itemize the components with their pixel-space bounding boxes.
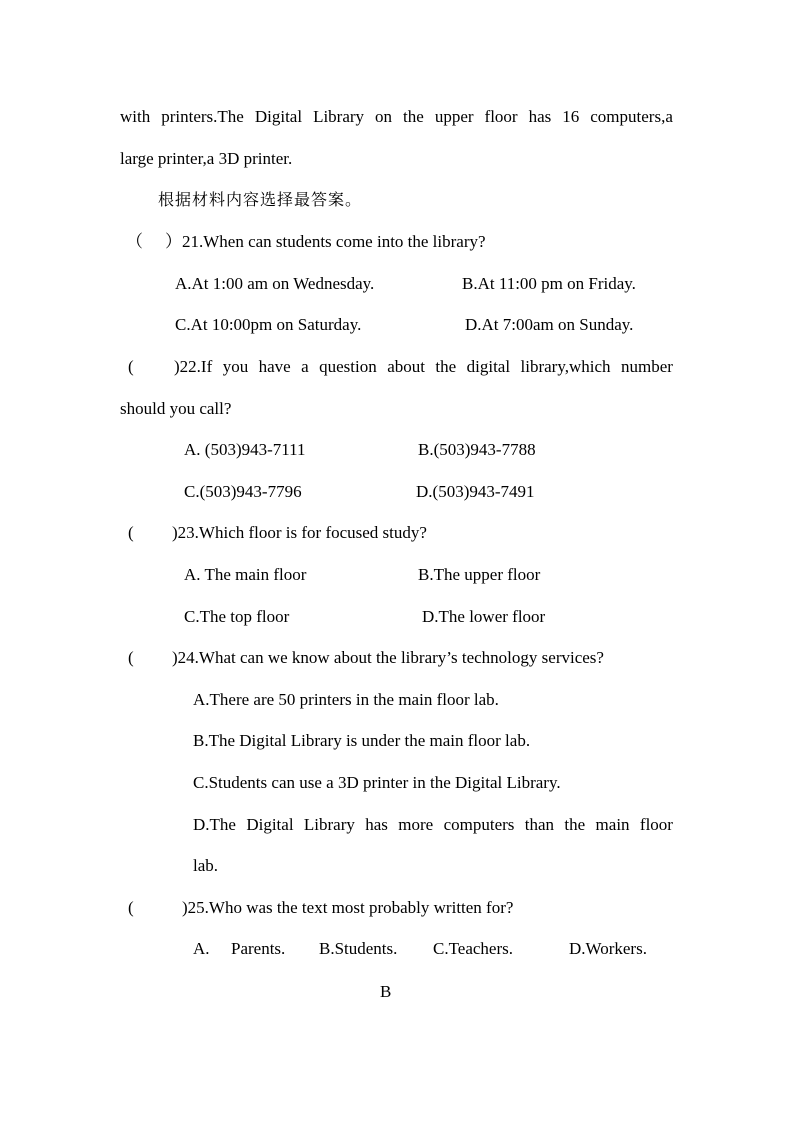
word: Library — [303, 815, 355, 834]
passage-line-2: large printer,a 3D printer. — [120, 149, 293, 168]
question-stem: 24.What can we know about the library’s technology services? — [177, 648, 604, 667]
word: Digital — [246, 815, 294, 834]
word: library,which — [520, 357, 611, 376]
question-stem: 21.When can students come into the library? — [182, 232, 486, 251]
question-stem: 23.Which floor is for focused study? — [177, 523, 427, 542]
word: about — [387, 357, 425, 376]
answer-bracket-open: （ — [126, 232, 143, 251]
question-stem: 25.Who was the text most probably written for? — [187, 898, 514, 917]
word: digital — [466, 357, 511, 376]
word: has — [365, 815, 388, 834]
option-a: A.There are 50 printers in the main floor lab. — [193, 690, 499, 709]
option-a-letter: A. — [193, 939, 210, 958]
option-d: D.At 7:00am on Sunday. — [465, 315, 634, 334]
option-a: A. The main floor — [184, 565, 307, 584]
question-23: )23.Which floor is for focused study? — [172, 523, 427, 542]
instruction: 根据材料内容选择最答案。 — [158, 190, 363, 209]
option-d: D.(503)943-7491 — [416, 482, 535, 501]
word: more — [398, 815, 434, 834]
option-d-continuation: lab. — [193, 856, 219, 875]
word: a — [301, 357, 309, 376]
word: on — [375, 107, 393, 126]
option-a: A.At 1:00 am on Wednesday. — [175, 274, 375, 293]
word: the — [435, 357, 457, 376]
option-c: C.At 10:00pm on Saturday. — [175, 315, 362, 334]
word: )22.If — [174, 357, 213, 376]
option-b: B.(503)943-7788 — [418, 440, 536, 459]
answer-bracket-open: ( — [128, 898, 134, 917]
word: computers,a — [590, 107, 673, 126]
word: you — [222, 357, 249, 376]
word: has — [528, 107, 552, 126]
option-c: C.(503)943-7796 — [184, 482, 302, 501]
word: Library — [313, 107, 365, 126]
word: question — [319, 357, 377, 376]
word: printers.The — [161, 107, 244, 126]
word: floor — [484, 107, 518, 126]
word: Digital — [254, 107, 303, 126]
answer-text: B — [380, 982, 392, 1001]
word: main — [595, 815, 630, 834]
answer-bracket-open: ( — [128, 648, 134, 667]
option-b: B.The upper floor — [418, 565, 541, 584]
option-c: C.Teachers. — [433, 939, 513, 958]
option-b: B.At 11:00 pm on Friday. — [462, 274, 636, 293]
option-c: C.The top floor — [184, 607, 290, 626]
question-21 — [126, 232, 486, 252]
option-c: C.Students can use a 3D printer in the Digital Library. — [193, 773, 561, 792]
answer-bracket-open: ( — [128, 523, 134, 542]
word: upper — [434, 107, 474, 126]
answer-bracket-open: ( — [128, 357, 134, 376]
passage-line-1 — [120, 107, 673, 127]
question-25: )25.Who was the text most probably written for? — [182, 898, 514, 917]
word: the — [403, 107, 424, 126]
word: computers — [443, 815, 515, 834]
word: than — [524, 815, 555, 834]
answer-bracket-close: ） — [165, 232, 182, 251]
option-d: D.Workers. — [569, 939, 647, 958]
answer-blank[interactable] — [140, 648, 172, 668]
answer-blank[interactable] — [140, 898, 182, 918]
word: have — [258, 357, 291, 376]
option-b: B.Students. — [319, 939, 398, 958]
option-d — [193, 815, 673, 835]
word: with — [120, 107, 151, 126]
word: number — [620, 357, 673, 376]
option-b: B.The Digital Library is under the main floor lab. — [193, 731, 531, 750]
word: D.The — [193, 815, 236, 834]
answer-blank[interactable] — [140, 523, 172, 543]
option-a: A. (503)943-7111 — [184, 440, 306, 459]
option-d: D.The lower floor — [422, 607, 546, 626]
word: 16 — [562, 107, 580, 126]
answer-blank[interactable] — [140, 357, 174, 377]
word: floor — [639, 815, 673, 834]
question-22-line-1 — [174, 357, 673, 377]
question-24: )24.What can we know about the library’s technology services? — [172, 648, 604, 667]
question-22-line-2: should you call? — [120, 399, 232, 418]
word: the — [564, 815, 586, 834]
option-a-text: Parents. — [231, 939, 286, 958]
